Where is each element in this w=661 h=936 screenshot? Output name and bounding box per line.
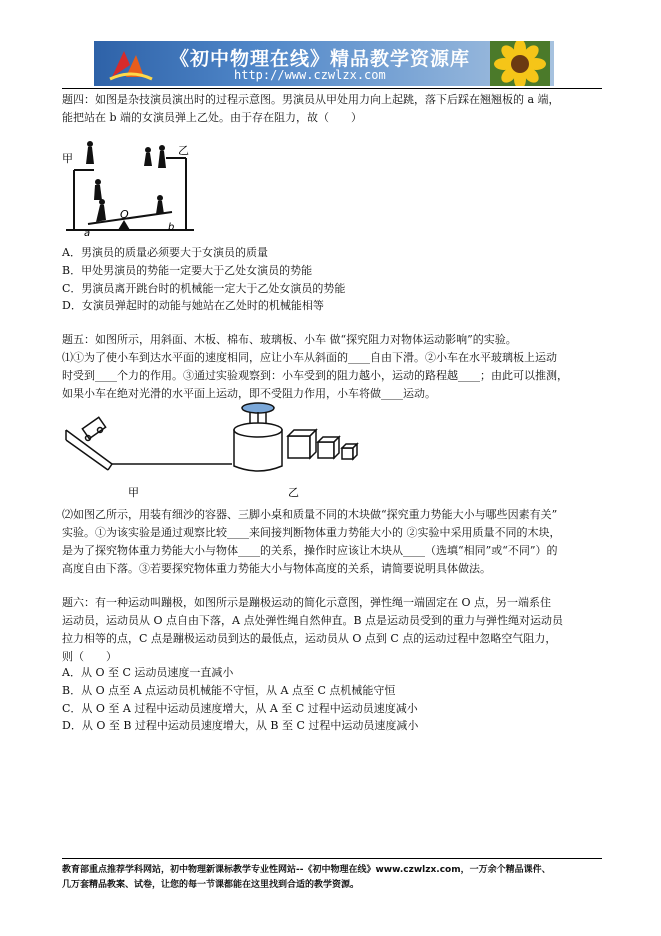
q6-option-d: D．从 O 至 B 过程中运动员速度增大，从 B 至 C 过程中运动员速度减小 (62, 719, 419, 732)
q6-line-4: 则（ ） (62, 650, 117, 663)
site-title: 《初中物理在线》精品教学资源库 (170, 48, 471, 70)
fig-label-jia-q5: 甲 (128, 486, 139, 499)
experiment-figures (62, 400, 362, 505)
sunflower-icon (490, 41, 550, 86)
incline-cart-figure (66, 417, 232, 470)
fig-label-jia: 甲 (62, 152, 73, 165)
header-banner (94, 41, 554, 86)
fig-label-b: b (168, 222, 175, 233)
sand-container-figure (234, 403, 357, 471)
footer-divider (62, 858, 602, 859)
q4-option-d: D．女演员弹起时的动能与她站在乙处时的机械能相等 (62, 299, 324, 312)
site-logo-icon (108, 47, 154, 81)
footer (62, 863, 622, 893)
site-url[interactable]: http://www.czwlzx.com (234, 68, 386, 82)
q6-option-c: C．从 O 至 A 过程中运动员速度增大，从 A 至 C 过程中运动员速度减小 (62, 702, 418, 715)
q5-line-8: 高度自由下落。③若要探究物体重力势能大小与物体高度的关系，请简要说明具体做法。 (62, 562, 491, 575)
fig-label-o: O (120, 208, 129, 221)
q4-stem-line-2: 能把站在 b 端的女演员弹上乙处。由于存在阻力，故（ ） (62, 111, 363, 124)
q5-line-5: ⑵如图乙所示，用装有细沙的容器、三脚小桌和质量不同的木块做“探究重力势能大小与哪些因素有关” (62, 508, 558, 521)
fig-label-yi-q5: 乙 (288, 486, 299, 499)
header-divider (62, 88, 602, 89)
q4-option-b: B．甲处男演员的势能一定要大于乙处女演员的势能 (62, 264, 313, 277)
q4-option-a: A．男演员的质量必须要大于女演员的质量 (62, 246, 268, 259)
q4-stem-line-1: 题四：如图是杂技演员演出时的过程示意图。男演员从甲处用力向上起跳，落下后踩在翘翘板的 a 端， (62, 93, 560, 106)
q4-option-c: C．男演员离开跳台时的机械能一定大于乙处女演员的势能 (62, 282, 346, 295)
q5-line-6: 实验。①为该实验是通过观察比较____来间接判断物体重力势能大小的 ②实验中采用质量不同的木块， (62, 526, 561, 539)
q5-line-2: ⑴①为了使小车到达水平面的速度相同，应让小车从斜面的____自由下滑。②小车在水平玻璃板上运动 (62, 351, 557, 364)
q5-line-7: 是为了探究物体重力势能大小与物体____的关系，操作时应该让木块从____（选填“相同”或“不同”）的 (62, 544, 558, 557)
q6-line-2: 运动员，运动员从 O 点自由下落，A 点处弹性绳自然伸直。B 点是运动员受到的重力与弹性绳对运动员 (62, 614, 564, 627)
q6-line-1: 题六：有一种运动叫蹦极，如图所示是蹦极运动的简化示意图，弹性绳一端固定在 O 点，另一端系住 (62, 596, 552, 609)
q5-line-1: 题五：如图所示，用斜面、木板、棉布、玻璃板、小车 做“探究阻力对物体运动影响”的实验。 (62, 333, 517, 346)
q6-option-a: A．从 O 至 C 运动员速度一直减小 (62, 666, 234, 679)
footer-line-1: 教育部重点推荐学科网站，初中物理新课标教学专业性网站--《初中物理在线》www.czwlzx.com，一万余个精品课件、 (62, 865, 551, 875)
acrobat-seesaw-figure (62, 138, 202, 238)
q5-line-4: 如果小车在绝对光滑的水平面上运动，即不受阻力作用，小车将做____运动。 (62, 387, 436, 400)
fig-label-a: a (84, 228, 91, 238)
fig-label-yi: 乙 (178, 144, 189, 157)
q5-line-3: 时受到____个力的作用。③通过实验观察到：小车受到的阻力越小，运动的路程越____；由此可以推测， (62, 369, 568, 382)
q6-option-b: B．从 O 点至 A 点运动员机械能不守恒，从 A 点至 C 点机械能守恒 (62, 684, 396, 697)
footer-line-2: 几万套精品教案、试卷，让您的每一节课都能在这里找到合适的教学资源。 (62, 880, 360, 890)
q6-line-3: 拉力相等的点，C 点是蹦极运动员到达的最低点，运动员从 O 点到 C 点的运动过程中忽略空气阻力， (62, 632, 557, 645)
